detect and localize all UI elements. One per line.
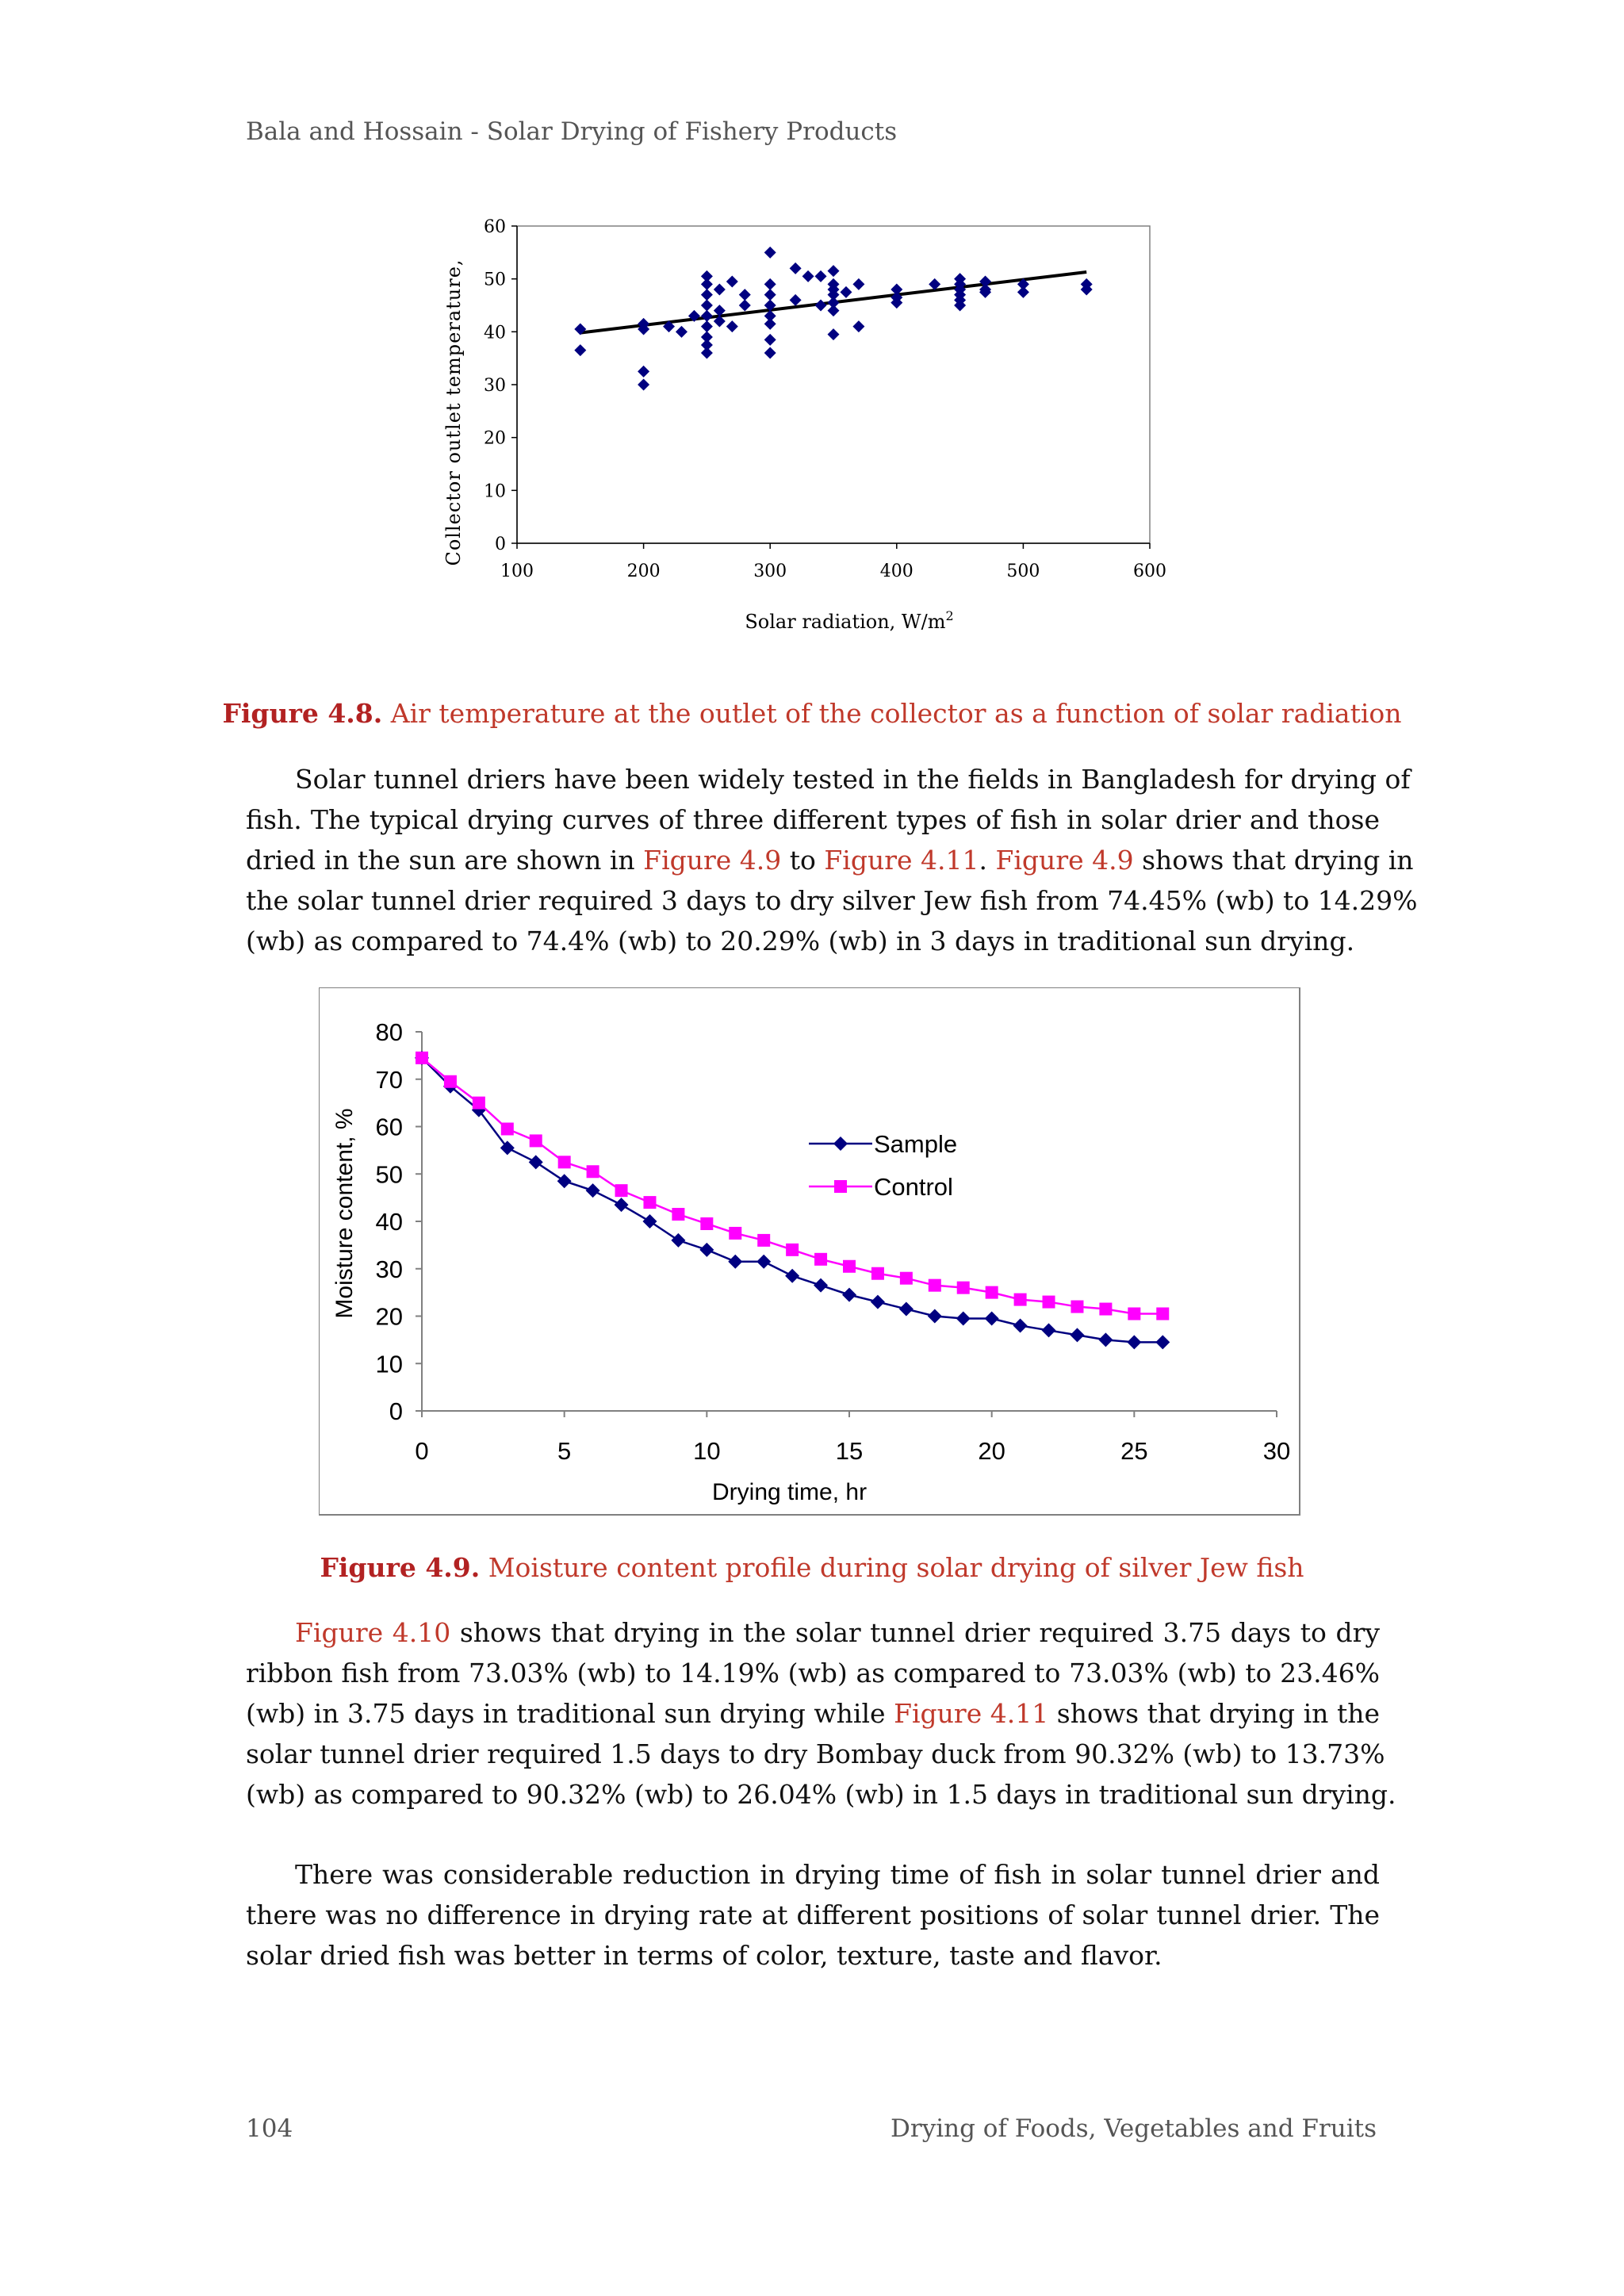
y-tick-label: 20 — [484, 428, 506, 449]
text-run: shows that drying in — [1133, 845, 1414, 876]
figure-reference-link[interactable]: Figure 4.10 — [295, 1617, 451, 1648]
scatter-point — [764, 289, 776, 301]
data-point-control — [1071, 1301, 1083, 1313]
chart-frame — [319, 987, 1300, 1515]
scatter-point — [638, 366, 649, 378]
x-tick-label: 500 — [1006, 562, 1040, 581]
data-point-control — [672, 1208, 684, 1221]
x-tick-label: 20 — [978, 1437, 1005, 1465]
scatter-point — [815, 300, 827, 312]
text-run: to — [781, 845, 825, 876]
text-line — [246, 759, 1411, 799]
data-point-control — [1128, 1308, 1140, 1320]
scatter-point — [828, 265, 840, 277]
data-point-control — [473, 1097, 485, 1110]
text-line — [246, 1693, 1380, 1734]
x-tick-label: 10 — [693, 1437, 721, 1465]
running-head: Bala and Hossain - Solar Drying of Fishery Products — [246, 117, 898, 146]
y-tick-label: 60 — [375, 1113, 403, 1141]
text-run: . — [979, 845, 996, 876]
scatter-point — [828, 305, 840, 316]
text-run: solar dried fish was better in terms of color, texture, taste and flavor. — [246, 1940, 1162, 1971]
data-point-control — [900, 1272, 913, 1285]
text-run: the solar tunnel drier required 3 days to dry silver Jew fish from 74.45% (wb) to 14.29% — [246, 885, 1418, 916]
y-tick-label: 20 — [375, 1302, 403, 1331]
scatter-point — [701, 278, 713, 290]
scatter-point — [790, 263, 802, 274]
figure-reference-link[interactable]: Figure 4.9 — [995, 845, 1134, 876]
y-tick-label: 10 — [375, 1350, 403, 1378]
x-tick-label: 400 — [879, 562, 914, 581]
scatter-point — [764, 318, 776, 330]
scatter-point — [852, 278, 864, 290]
data-point-control — [501, 1122, 514, 1135]
data-point-control — [530, 1134, 542, 1147]
figure-reference-link[interactable]: Figure 4.11 — [894, 1698, 1049, 1729]
text-line — [246, 799, 1380, 840]
scatter-point — [701, 289, 713, 301]
y-tick-label: 40 — [484, 323, 506, 343]
data-point-control — [729, 1227, 741, 1240]
text-run: ribbon fish from 73.03% (wb) to 14.19% (wb) as compared to 73.03% (wb) to 23.46% — [246, 1658, 1380, 1688]
scatter-point — [764, 334, 776, 346]
y-tick-label: 80 — [375, 1018, 403, 1046]
book-title: Drying of Foods, Vegetables and Fruits — [891, 2114, 1377, 2143]
data-point-control — [416, 1052, 428, 1064]
scatter-point — [739, 300, 751, 312]
y-tick-label: 50 — [375, 1160, 403, 1189]
legend-label-control: Control — [874, 1173, 953, 1201]
caption-text: Air temperature at the outlet of the collector as a function of solar radiation — [390, 698, 1402, 729]
scatter-point — [815, 270, 827, 282]
data-point-control — [929, 1279, 941, 1292]
caption-text: Moisture content profile during solar drying of silver Jew fish — [488, 1552, 1304, 1583]
text-line — [246, 1935, 1380, 1976]
scatter-point — [840, 286, 852, 298]
line-chart-moisture-content — [319, 987, 1302, 1517]
data-point-control — [1014, 1294, 1027, 1306]
x-tick-label: 200 — [626, 562, 661, 581]
scatter-point — [701, 300, 713, 312]
text-run: shows that drying in the solar tunnel drier required 3.75 days to dry — [450, 1617, 1380, 1648]
data-point-control — [558, 1156, 571, 1168]
text-line — [246, 880, 1418, 921]
text-run: solar tunnel drier required 1.5 days to dry Bombay duck from 90.32% (wb) to 13.73% — [246, 1738, 1385, 1769]
data-point-control — [986, 1286, 998, 1299]
scatter-point — [790, 294, 802, 306]
caption-label: Figure 4.9. — [320, 1552, 481, 1583]
figure-reference-link[interactable]: Figure 4.11 — [824, 845, 979, 876]
page-number: 104 — [246, 2114, 293, 2143]
y-tick-label: 50 — [484, 270, 506, 290]
x-tick-label: 30 — [1262, 1437, 1291, 1465]
data-point-control — [1043, 1296, 1055, 1309]
scatter-point — [726, 320, 738, 332]
data-point-control — [814, 1253, 827, 1266]
scatter-point — [739, 289, 751, 301]
x-tick-label: 0 — [415, 1437, 429, 1465]
text-run: (wb) as compared to 74.4% (wb) to 20.29% (wb) in 3 days in traditional sun drying. — [246, 926, 1355, 956]
x-tick-label: 25 — [1120, 1437, 1148, 1465]
y-tick-label: 30 — [484, 376, 506, 396]
data-point-control — [587, 1165, 599, 1178]
y-tick-label: 40 — [375, 1208, 403, 1236]
data-point-control — [615, 1184, 628, 1197]
data-point-control — [957, 1282, 970, 1294]
data-point-control — [786, 1244, 799, 1256]
scatter-point — [638, 379, 649, 391]
y-axis-title: Collector outlet temperature, — [442, 259, 465, 566]
legend-marker-control — [834, 1180, 847, 1193]
data-point-control — [1099, 1303, 1112, 1316]
x-tick-label: 300 — [753, 562, 787, 581]
data-point-control — [1156, 1308, 1169, 1320]
x-axis-title: Solar radiation, $W/m^2$ — [745, 608, 954, 633]
chart-axes — [442, 217, 1166, 633]
y-tick-label: 10 — [484, 481, 506, 502]
scatter-point — [1017, 286, 1029, 298]
text-line — [246, 921, 1380, 961]
scatter-point — [852, 320, 864, 332]
text-run: fish. The typical drying curves of three different types of fish in solar drier and those — [246, 804, 1380, 835]
x-axis-title: Drying time, hr — [712, 1479, 868, 1505]
figure-caption-4-9 — [0, 1552, 1624, 1583]
data-point-control — [843, 1260, 856, 1273]
scatter-point — [764, 278, 776, 290]
y-tick-label: 70 — [375, 1065, 403, 1094]
scatter-point — [701, 347, 713, 359]
scatter-point — [701, 310, 713, 322]
y-tick-label: 30 — [375, 1255, 403, 1283]
text-line — [246, 1895, 1380, 1935]
x-tick-label: 600 — [1133, 562, 1166, 581]
figure-reference-link[interactable]: Figure 4.9 — [643, 845, 782, 876]
text-line — [246, 1774, 1396, 1815]
text-run: shows that drying in the — [1048, 1698, 1380, 1729]
y-tick-label: 60 — [484, 217, 506, 237]
text-line — [246, 1612, 1380, 1653]
caption-label: Figure 4.8. — [222, 698, 383, 729]
scatter-point — [676, 326, 688, 338]
x-tick-label: 100 — [500, 562, 534, 581]
scatter-point — [802, 270, 814, 282]
scatter-point — [764, 247, 776, 259]
chart-marks — [574, 247, 1092, 391]
scatter-point — [701, 320, 713, 332]
paragraph-3 — [246, 1854, 1380, 1976]
scatter-point — [726, 276, 738, 288]
text-run: There was considerable reduction in drying time of fish in solar tunnel drier and — [295, 1859, 1380, 1890]
paragraph-2 — [246, 1612, 1396, 1815]
text-line — [246, 840, 1414, 880]
scatter-point — [574, 344, 586, 356]
legend-label-sample: Sample — [874, 1130, 958, 1158]
text-run: Solar tunnel driers have been widely tested in the fields in Bangladesh for drying of — [295, 764, 1411, 795]
data-point-control — [700, 1217, 713, 1230]
y-axis-title: Moisture content, % — [331, 1108, 358, 1319]
paragraph-1 — [246, 759, 1418, 961]
text-line — [246, 1854, 1380, 1895]
y-tick-label: 0 — [389, 1397, 403, 1425]
data-point-control — [871, 1267, 884, 1280]
text-run: dried in the sun are shown in — [246, 845, 644, 876]
figure-caption-4-8 — [0, 698, 1624, 729]
scatter-point — [714, 284, 726, 296]
text-line — [246, 1734, 1385, 1774]
scatter-point — [764, 347, 776, 359]
x-tick-label: 5 — [557, 1437, 572, 1465]
scatter-chart-collector-temperature — [428, 202, 1205, 662]
text-line — [246, 1653, 1380, 1693]
y-tick-label: 0 — [495, 535, 506, 554]
x-tick-label: 15 — [835, 1437, 864, 1465]
data-point-control — [643, 1196, 656, 1209]
scatter-point — [828, 328, 840, 340]
text-run: (wb) as compared to 90.32% (wb) to 26.04% (wb) in 1.5 days in traditional sun drying. — [246, 1779, 1396, 1810]
text-run: (wb) in 3.75 days in traditional sun drying while — [246, 1698, 894, 1729]
data-point-control — [757, 1234, 770, 1247]
data-point-control — [444, 1075, 457, 1088]
text-run: there was no difference in drying rate at different positions of solar tunnel drier. The — [246, 1899, 1380, 1930]
